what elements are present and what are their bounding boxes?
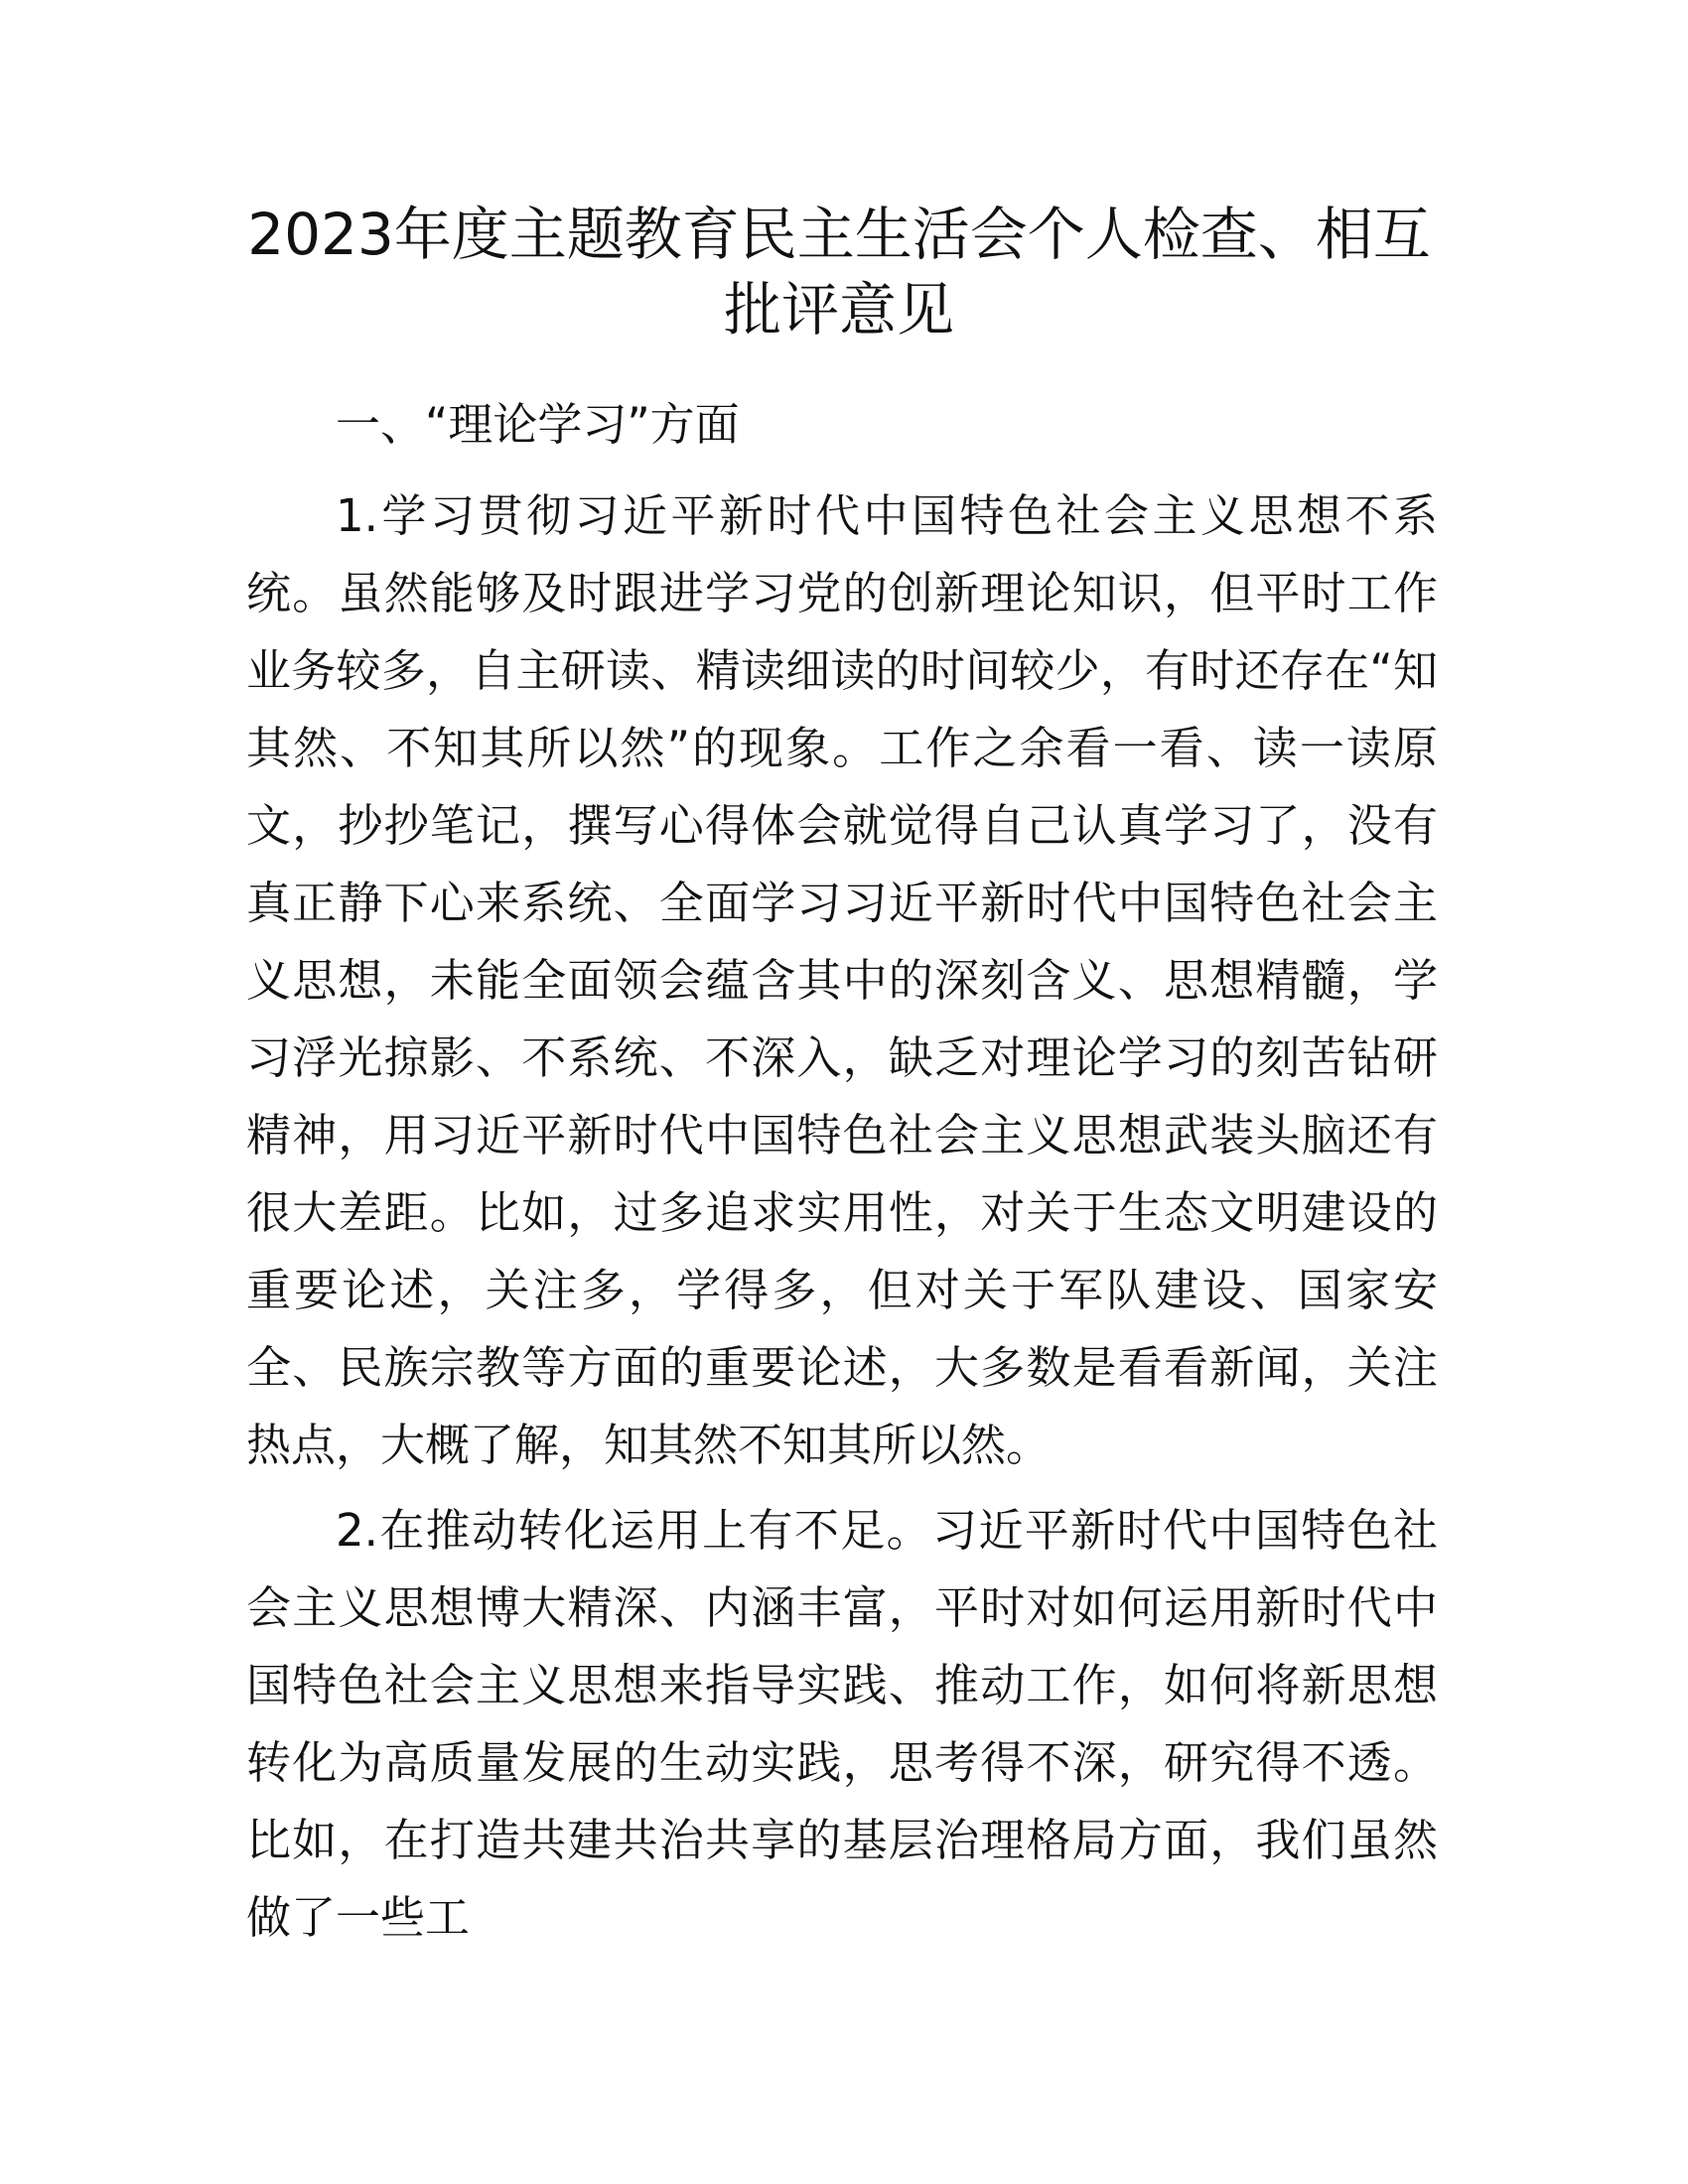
section-heading: 一、“理论学习”方面 xyxy=(336,398,740,451)
document-title: 2023年度主题教育民主生活会个人检查、相互批评意见 xyxy=(247,201,1431,343)
paragraph-2: 2.在推动转化运用上有不足。习近平新时代中国特色社会主义思想博大精深、内涵丰富，平时对如何运用新时代中国特色社会主义思想来指导实践、推动工作，如何将新思想转化为高质量发展的生动实践，思考得不深，研究得不透。比如，在打造共建共治共享的基层治理格局方面，我们虽然做了一些工 xyxy=(246,1504,1438,1944)
document-body xyxy=(246,386,1438,1965)
paragraph-1: 1.学习贯彻习近平新时代中国特色社会主义思想不系统。虽然能够及时跟进学习党的创新理论知识，但平时工作业务较多，自主研读、精读细读的时间较少，有时还存在“知其然、不知其所以然”的现象。工作之余看一看、读一读原文，抄抄笔记，撰写心得体会就觉得自己认真学习了，没有真正静下心来系统、全面学习习近平新时代中国特色社会主义思想，未能全面领会蕴含其中的深刻含义、思想精髓，学习浮光掠影、不系统、不深入，缺乏对理论学习的刻苦钻研精神，用习近平新时代中国特色社会主义思想武装头脑还有很大差距。比如，过多追求实用性，对关于生态文明建设的重要论述，关注多，学得多，但对关于军队建设、国家安全、民族宗教等方面的重要论述，大多数是看看新闻，关注热点，大概了解，知其然不知其所以然。 xyxy=(246,489,1438,1471)
